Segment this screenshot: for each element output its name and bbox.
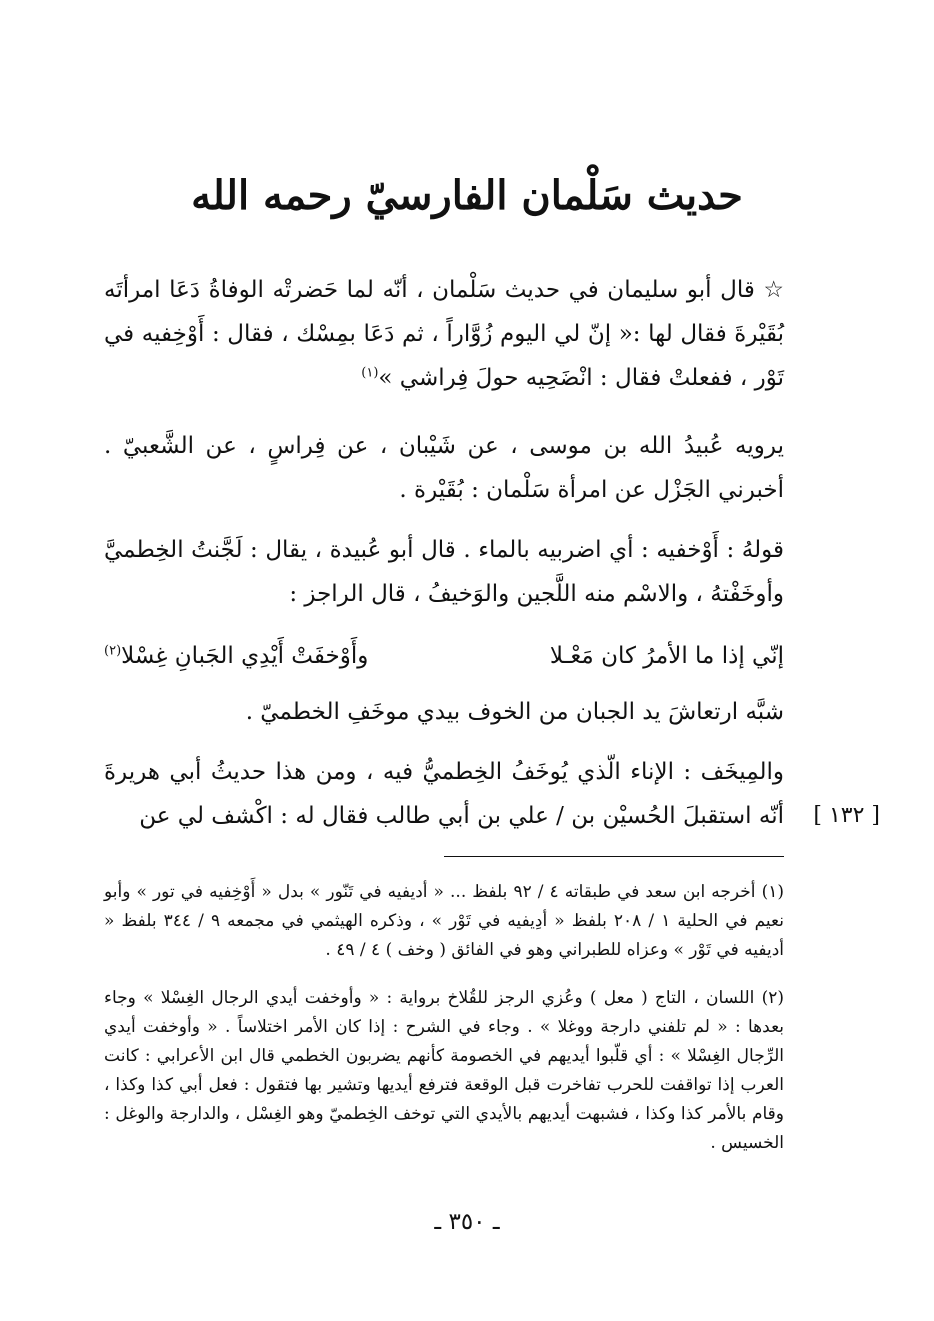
- footnote-marker-2: (٢): [104, 643, 122, 659]
- verse-second-hemistich-text: وأَوْخفَتْ أَيْدِي الجَبانِ غِسْلا: [121, 643, 369, 669]
- paragraph-hadith-text-body: ☆ قال أبو سليمان في حديث سَلْمان ، أنّه لما حَضرتْه الوفاةُ دَعَا امرأتَه بُقَيْرةَ فقال لها :« إنّ لي اليوم زُوَّاراً ، ثم دَعَا بمِسْك ، فقال : أَوْخِفيه في تَوْر ، ففعلتْ فقال : انْضَحِيه حولَ فِراشي »: [104, 277, 784, 391]
- footnote-marker-1: (١): [361, 365, 379, 381]
- page-number: ـ ٣٥٠ ـ: [434, 1209, 500, 1235]
- chapter-title: حديث سَلْمان الفارسيّ رحمه الله: [191, 172, 743, 219]
- poetry-verse: [104, 634, 784, 678]
- paragraph-hadith-text: [104, 268, 784, 400]
- verse-first-hemistich: إنّي إذا ما الأمرُ كان مَعْـلا: [549, 643, 784, 669]
- manuscript-folio-note: [ ١٣٢ ]: [813, 803, 880, 828]
- paragraph-explanation: قولهُ : أَوْخفيه : أي اضربيه بالماء . قال أبو عُبيدة ، يقال : لَجَّنتُ الخِطميَّ وأوخَفْتهُ ، والاسْم منه اللَّجين والوَخيفُ ، قال الراجز :: [104, 537, 784, 607]
- paragraph-isnad: يرويه عُبيدُ الله بن موسى ، عن شَيْبان ، عن فِراسٍ ، عن الشَّعبيّ . أخبرني الجَزْل عن امرأة سَلْمان : بُقَيْرة .: [104, 433, 784, 503]
- verse-second-hemistich: [104, 634, 368, 678]
- footnote-divider: [444, 856, 784, 857]
- paragraph-simile: شبَّه ارتعاشَ يد الجبان من الخوف بيدي موخَفِ الخطميّ .: [245, 699, 784, 725]
- paragraph-mikhaf: والمِيخَف : الإناء الّذي يُوخَفُ الخِطميُّ فيه ، ومن هذا حديثُ أبي هريرةَ أنّه استقبلَ الحُسيْن بن / علي بن أبي طالب فقال له : اكْشف لي عن: [104, 759, 784, 829]
- footnote-1: (١) أخرجه ابن سعد في طبقاته ٤ / ٩٢ بلفظ ... « أديفيه في تَنّور » بدل « أَوْخِفيه في تور » وأبو نعيم في الحلية ١ / ٢٠٨ بلفظ « أدِيفيه في تَوْر » ، وذكره الهيثمي في مجمعه ٩ / ٣٤٤ بلفظ « أديفيه في تَوْر » وعزاه للطبراني وهو في الفائق ( وخف ) ٤ / ٤٩ .: [104, 882, 784, 960]
- footnote-2: (٢) اللسان ، التاج ( معل ) وعُزي الرجز للقُلاخ برواية : « وأوخفت أيدي الرجال الغِسْلا » وجاء بعدها : « لم تلفني دارجة ووغلا » . وجاء في الشرح : إذا كان الأمر اختلاساً . « وأوخفت أيدي الرِّجال الغِسْلا » : أي قلّبوا أيديهم في الخصومة كأنهم يضربون الخطمي قال ابن الأعرابي : كانت العرب إذا تواقفت للحرب تفاخرت قبل الوقعة فترفع أيديها وتشير بها فتقول : فعل أبي كذا وكذا ، وقام بالأمر كذا وكذا ، فشبهت أيديهم بالأيدي التي توخف الخِطميّ وهو الغِسْل ، والدارجة والوغل : الخسيس .: [104, 988, 784, 1153]
